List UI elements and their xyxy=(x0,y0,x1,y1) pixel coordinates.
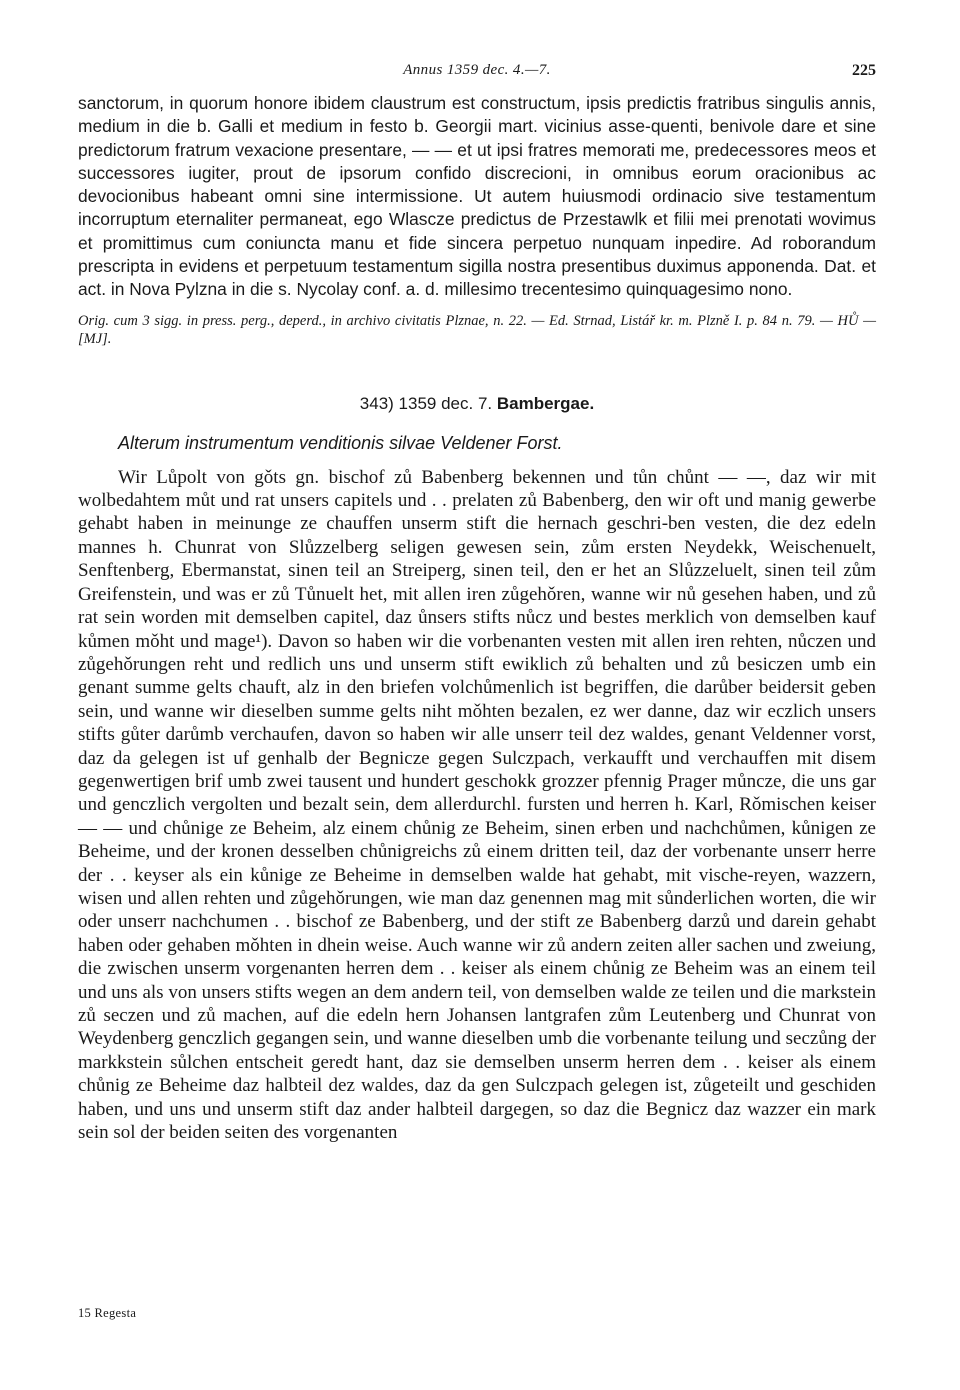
signature-mark: 15 Regesta xyxy=(78,1306,137,1320)
running-title: Annus 1359 dec. 4.—7. xyxy=(403,62,551,78)
entry-heading xyxy=(78,394,876,414)
german-charter-text: Wir Lůpolt von gǒts gn. bischof zů Babenberg bekennen und tůn chůnt — —, daz wir mit wolbedahtem můt und rat unsers capitels und . . prelaten zů Babenberg, den wir oft und manig gewerbe gehabt haben in meinunge ze chauffen unserm stift die hernach geschri-ben vesten, die dez edeln mannes h. Chunrat von Slůzzelberg seligen gewesen sein, zům ersten Neydekk, Weischenuelt, Senftenberg, Ebermanstat, sinen teil an Streiperg, sinen teil, den er het an Slůzzeluelt, sinen teil zům Greifenstein, und was er zů Tůnuelt het, mit allen iren zůgehǒren, wanne wir nů gesehen haben, und zů rat sein worden mit demselben capitel, daz ůnsers stifts nůcz und bestes merklich von demselben kauf kůmen mǒht und mage¹). Davon so haben wir die vorbenanten vesten mit allen iren rehten, nůczen und zůgehǒrungen reht und redlich uns und unserm stift ewiklich zů behalten und zů besiczen umb ein genant summe gelts chauft, alz in den briefen volchůmenlich ist begriffen, die darůber beidersit geben sein, und wanne wir dieselben summe gelts niht mǒhten bezalen, ez wer danne, daz wir eczlich unsers stifts gůter darůmb verchaufen, davon so haben wir alle unserr teil dez waldes, genant Veldenner vorst, daz da gelegen ist uf genhalb der Begnicze gegen Sulczpach, verkaufft und verchauffen mit disem gegenwertigen brif umb zwei tausent und hundert geschokk grozzer pfennig Prager můncze, die uns gar und genczlich vergolten und bezalt sein, dem allerdurchl. fursten und herren h. Karl, Rǒmischen keiser — — und chůnige ze Beheim, alz einem chůnig ze Beheim, sinen erben und nachchůmen, kůnigen ze Beheime, und der kronen desselben chůnigreichs zů einem dritten teil, daz der vorbenante unserr herre der . . keyser als ein kůnige ze Beheime in demselben walde hat gehabt, mit vische-reyen, wazzern, wisen und allen rehten und zůgehǒrungen, wie man daz genennen mag mit sůnderlichen worten, die wir oder unserr nachchumen . . bischof ze Babenberg, und der stift ze Babenberg darzů und darein gehabt haben oder gehaben mǒhten in dhein weise. Auch wanne wir zů andern zeiten aller sachen und zweiung, die zwischen unserm vorgenanten herren dem . . keiser als einem chůnig ze Beheim was an einem teil und uns als von unsers stifts wegen an dem andern teil, von demselben walde ze teilen und die markstein zů seczen und zů machen, auf die edeln hern Johansen lantgrafen zům Leutenberg und Chunrat von Weydenberg genczlich gegangen sein, und wanne dieselben umb die vorbenante teilung und seczůng der markkstein sůlchen entscheit geredt hant, daz sie demselben unserm herren dem . . keiser als einem chůnig ze Beheime daz halbteil dez waldes, daz da gen Sulczpach gelegen ist, zůgeteilt und geschiden haben, und uns und unserm stift daz ander halbteil dargegen, so daz die Begnicz daz wazzer ein mark sein sol der beiden seiten des vorgenanten xyxy=(78,466,876,1144)
latin-charter-text: sanctorum, in quorum honore ibidem claustrum est constructum, ipsis predictis fratribus singulis annis, medium in die b. Galli et medium in festo b. Georgii mart. vicinius asse-quenti, benivole dare et sine predictorum fratrum vexacione presentare, — — et ut ipsi fratres memorati me, predecessores meos et successores iugiter, prout de ipsorum confido discrecioni, in omnibus eorum oracionibus ac devocionibus habeant omni sine intermissione. Ut autem huiusmodi ordinacio sive testamentum incorruptum eternaliter permaneat, ego Wlascze predictus de Przestawlk et filii mei prenotati wovimus et promittimus cum coniuncta manu et fide sincera perpetuo nunquam inpedire. Ad roborandum prescripta in evidens et perpetuum testamentum sigilla nostra presentibus duximus apponenda. Dat. et act. in Nova Pylzna in die s. Nycolay conf. a. d. millesimo trecentesimo quinquagesimo nono. xyxy=(78,93,876,300)
entry-place: Bambergae. xyxy=(496,393,595,413)
page-number: 225 xyxy=(852,62,876,79)
source-note: Orig. cum 3 sigg. in press. perg., deperd., in archivo civitatis Plznae, n. 22. — Ed. Strnad, Listář kr. m. Plzně I. p. 84 n. 79. — HŮ — [MJ]. xyxy=(78,312,876,347)
page-header xyxy=(78,62,876,92)
document-page xyxy=(78,62,876,1144)
entry-number-date: 343) 1359 dec. 7. xyxy=(359,393,493,413)
entry-summary: Alterum instrumentum venditionis silvae Veldener Forst. xyxy=(118,432,563,453)
